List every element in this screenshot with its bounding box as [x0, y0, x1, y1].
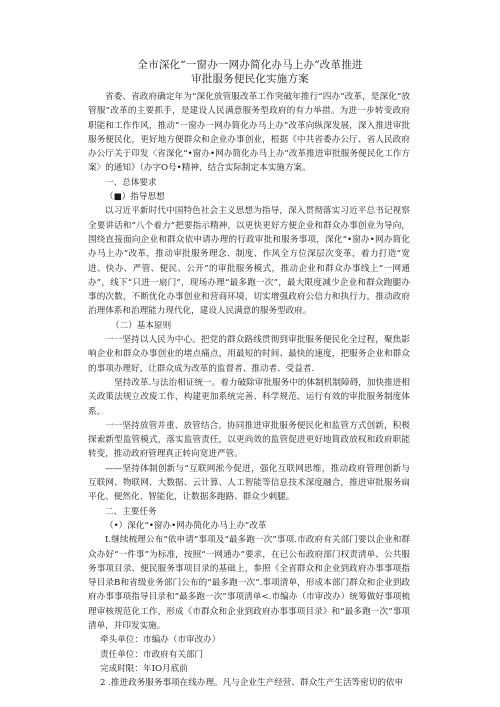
- lead-unit-line: 牵头单位：市编办（市审改办）: [100, 635, 221, 646]
- section-heading-main-tasks: 二、主要任务: [105, 506, 157, 517]
- guiding-ideology-paragraph: 以习近平新时代中国特色社会主义思想为指导，深入贯彻落实习近平总书记视察全要讲话和“八个着力”把要指示精神，以更快更好方便企业和群众办事创业为导向，围绕直接面向企业和群众依申请办理的行政审批和服务事项，深化“•窗办•网办简化办马上办”改革，推动审批服务理念、制度、作风全方位深层次变革，着力打造“宽进、快办、严管、便民、公开”的审批服务模式，推动企业和群众办事线上“一网通办”，线下“只进一扇门”，现场办理“最多跑一次”，最大限度减少企业和群众跑腿办事的次数，不断优化办事创业和营商环境，切实增强政府公信力和执行力，推动政府治理体系和治理能力现代化，建设人民满意的服务型政府。: [88, 206, 410, 317]
- section-heading-general-requirements: 一、总体要求: [105, 177, 157, 188]
- document-title-line1: 全市深化“一窗办一网办简化办马上办”改革推进: [137, 59, 363, 71]
- principle-reform-and-law: 坚持改革.与法治相证统一。着力破除审批服务中的体制机制障碍，加快推进相关政策法规立改废工作，构建更加系统完善、科学规范、运行有效的审批服务制度体系。: [88, 377, 410, 417]
- responsible-unit-line: 责任单位：市政府有关部门: [100, 649, 204, 660]
- subsection-heading-guiding-ideology: （■）指导思想: [105, 192, 165, 203]
- principle-people-centered: 一一坚持以人民为中心。把党的群众路线贯彻到审批服务便民化全过程，聚焦影响企业和群众办事创业的堵点痛点，用最短的时间、最快的速度，把服务企业和群众的事项办理好，让群众成为改革的监督者、推动者、受益者.: [88, 335, 410, 374]
- intro-paragraph: 省委、省政府确定年为“深化放管服改革工作突破年推行“四办”改革，是深化“放管服”改革的主要抓手，是建设人民满意服务型政府的有力举措。为进一步转变政府职能和工作作风，推动“一窗办一网办简化办马上办”改革向纵深发展，深入推进审批服务便民化，更好地方便群众和企业办事创业，根据《中共省委办公厅、省人民政府办公厅关于印发〈省深化“•窗办•网办简化办马上办”改革推进审批服务便民化工作方案〉的通知》（办字O号•精神，结合实际制定本实施方案。: [88, 92, 410, 174]
- principle-institutional-innovation: ——坚持体制创新与“互联网淞今促进，强化互联网思维，推动政府管理创新与互联网、物联网、大数据、云计算、人工智能等信息技术深度融合，推进审批服务扁平化、便然化、智能化，让数据多跑路、群众少剌腿。: [88, 463, 410, 503]
- task-2-paragraph: 2 .推进政务服务事项在线办理。凡与企业生产经营、群众生产生活等密切的依申: [100, 678, 404, 689]
- task-1-paragraph: I.继续梳理公布“依申请”事项及“最多跑一次”事项.市政府有关部门要以企业和群众办好“一件事”为标准，按照“一网通办”要求，在已公布政府部门权责清单、公共服务事项目录、便民服务事项目录的基础上，参照《全省群众和企业到政府办事事项指导目录B和省级业务部门公布的“最多跑一次”.事项清单，形成本部门群众和企业到政府办事事项指导目录和“最多跑一次”事项清单<.市编办（市审改办）统筹做好事项梳理审核规范化工作，形成《市群众和企业到政府办事事项目录》和“最多跑一次”事项清单，并印发实施。: [88, 535, 410, 631]
- document-title-line2: 审批服务便民化实施方案: [191, 73, 309, 85]
- deadline-line: 完成时限：年IO月底前: [100, 663, 188, 674]
- subsection-heading-deepen-reform: （•）深化“•窗办•网办简化办马上办”改革: [105, 520, 267, 531]
- subsection-heading-basic-principles: （二）基本原则: [111, 320, 172, 331]
- principle-regulation-combined: 一一坚持放管并重、放管结合。协同推进审批服务便民化和监管方式创新，积极探索新型监管模式，落实监管责任，以更尚效的监管促进更好地简政放权和政府职能转变，推动政府管理真正转向宽进严管。: [88, 420, 410, 460]
- document-body: [88, 90, 410, 690]
